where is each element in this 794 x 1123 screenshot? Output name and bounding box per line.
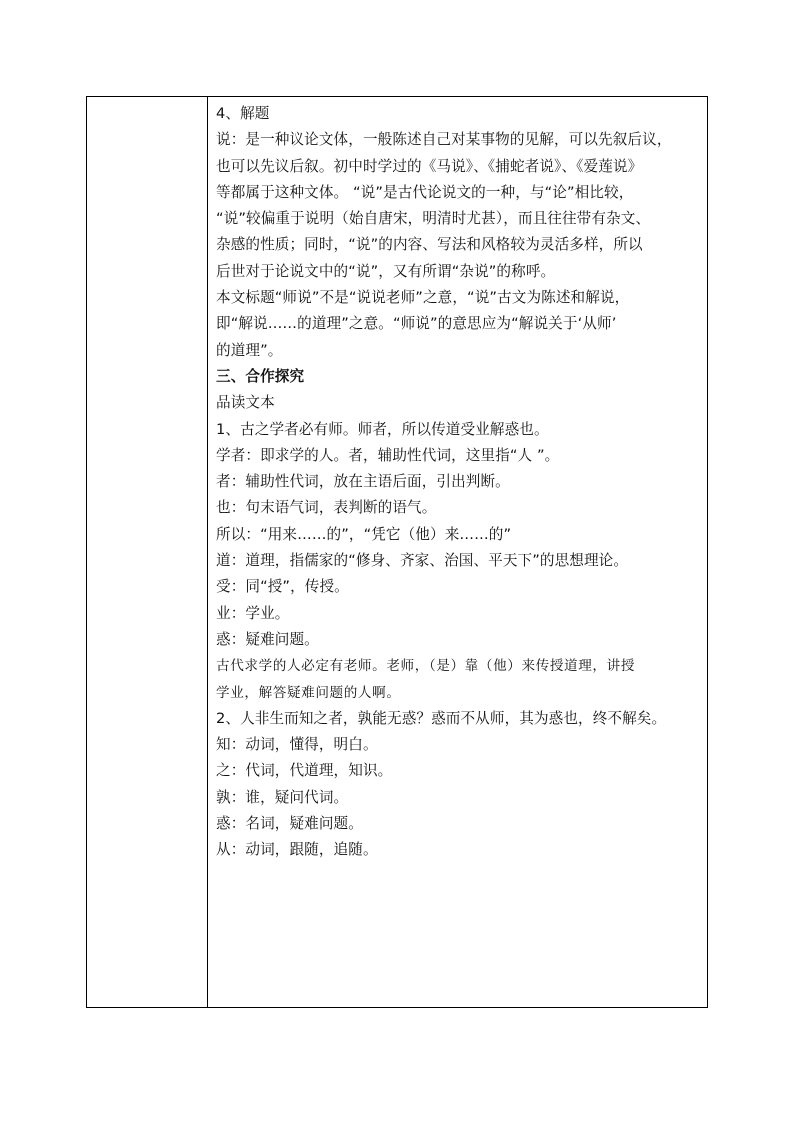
text-line: “说”较偏重于说明（始自唐宋，明清时尤甚），而且往往带有杂文、 bbox=[216, 210, 651, 228]
text-line: 等都属于这种文体。 “说”是古代论说文的一种，与“论”相比较， bbox=[216, 183, 634, 201]
text-line: 道：道理，指儒家的“修身、齐家、治国、平天下”的思想理论。 bbox=[216, 552, 629, 570]
text-line: 后世对于论说文中的“说”，又有所谓“杂说”的称呼。 bbox=[216, 262, 556, 280]
text-line: 惑：名词，疑难问题。 bbox=[216, 815, 363, 833]
translation-line: 古代求学的人必定有老师。老师，（是）靠（他）来传授道理，讲授 bbox=[216, 658, 636, 675]
text-line: 惑：疑难问题。 bbox=[216, 630, 319, 648]
text-line: 品读文本 bbox=[216, 394, 275, 412]
text-line: 之：代词，代道理，知识。 bbox=[216, 762, 393, 780]
translation-line: 学业，解答疑难问题的人啊。 bbox=[216, 684, 401, 701]
text-line: 2、人非生而知之者，孰能无惑？惑而不从师，其为惑也，终不解矣。 bbox=[216, 709, 667, 727]
table-right-column bbox=[208, 97, 707, 1007]
text-line: 从：动词，跟随，追随。 bbox=[216, 841, 378, 859]
content-table bbox=[86, 96, 708, 1008]
text-line: 知：动词，懂得，明白。 bbox=[216, 736, 378, 754]
text-line: 也可以先议后叙。初中时学过的《马说》、《捕蛇者说》、《爱莲说》 bbox=[216, 157, 643, 175]
text-line: 杂感的性质；同时，“说”的内容、写法和风格较为灵活多样，所以 bbox=[216, 236, 643, 254]
text-line: 说：是一种议论文体，一般陈述自己对某事物的见解，可以先叙后议， bbox=[216, 131, 672, 149]
text-line: 学者：即求学的人。者，辅助性代词，这里指“人 ”。 bbox=[216, 446, 560, 464]
text-line: 即“解说……的道理”之意。“师说”的意思应为“解说关于‘从师’ bbox=[216, 315, 617, 333]
text-line: 的道理”。 bbox=[216, 341, 283, 359]
table-left-column bbox=[87, 97, 208, 1007]
section-heading: 三、合作探究 bbox=[216, 367, 305, 385]
text-line: 孰：谁，疑问代词。 bbox=[216, 788, 349, 806]
text-line: 本文标题“师说”不是“说说老师”之意，“说”古文为陈述和解说， bbox=[216, 289, 630, 307]
text-line: 受：同“授”，传授。 bbox=[216, 578, 349, 596]
text-line: 1、古之学者必有师。师者，所以传道受业解惑也。 bbox=[216, 420, 549, 438]
text-line: 也：句末语气词，表判断的语气。 bbox=[216, 499, 437, 517]
text-line: 所以：“用来……的”，“凭它（他）来……的” bbox=[216, 525, 512, 543]
text-line: 者：辅助性代词，放在主语后面，引出判断。 bbox=[216, 473, 510, 491]
text-line: 4、解题 bbox=[216, 105, 270, 122]
text-line: 业：学业。 bbox=[216, 604, 290, 622]
